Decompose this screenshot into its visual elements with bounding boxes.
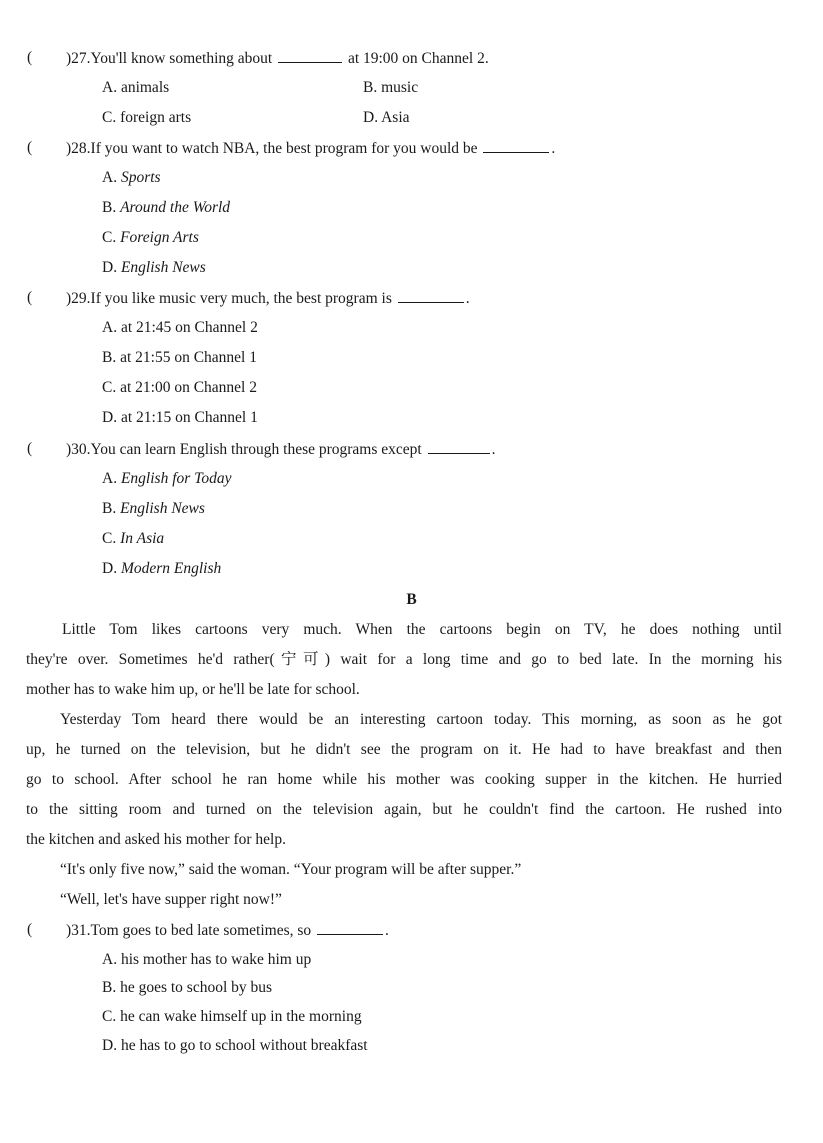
option-text: English News [120,500,205,517]
stem-before: If you want to watch NBA, the best program for you would be [90,140,478,157]
stem-before: Tom goes to bed late sometimes, so [90,922,312,939]
option-a[interactable]: A. animals [102,79,170,96]
option-b[interactable] [102,198,230,218]
option-b[interactable]: B. at 21:55 on Channel 1 [102,349,257,366]
option-a[interactable] [102,168,161,188]
answer-blank[interactable] [428,439,490,454]
answer-blank[interactable] [317,920,383,935]
option-d[interactable] [102,258,206,278]
option-letter: A. [102,169,118,186]
answer-paren[interactable]: ( [27,49,33,66]
stem-after: . [491,441,496,458]
question-stem [66,439,495,460]
passage-line: “Well, let's have supper right now!” [60,891,282,908]
option-text: English News [120,259,206,276]
answer-blank[interactable] [398,288,464,303]
passage-line: they're over. Sometimes he'd rather(宁可) wait for a long time and go to bed late. In the morning his [26,651,782,668]
question-stem [66,138,555,159]
option-d[interactable]: D. at 21:15 on Channel 1 [102,409,258,426]
option-letter: C. [102,530,117,547]
option-a[interactable]: A. at 21:45 on Channel 2 [102,319,258,336]
passage-line: “It's only five now,” said the woman. “Your program will be after supper.” [60,861,522,878]
option-c[interactable] [102,529,164,549]
passage-line: go to school. After school he ran home while his mother was cooking supper in the kitchen. He hurried [26,771,782,788]
question-number: )29. [66,290,91,307]
option-text: Sports [120,169,161,186]
option-b[interactable]: B. music [363,79,419,96]
option-text: Modern English [120,560,222,577]
question-number: )28. [66,140,91,157]
question-number: )31. [66,922,91,939]
answer-blank[interactable] [483,138,549,153]
answer-paren[interactable]: ( [27,289,33,306]
option-letter: D. [102,560,118,577]
passage-line: the kitchen and asked his mother for help. [26,831,286,848]
answer-blank[interactable] [278,48,342,63]
answer-paren[interactable]: ( [27,921,33,938]
option-letter: B. [102,199,117,216]
option-b[interactable]: B. he goes to school by bus [102,979,273,996]
question-stem [66,920,389,941]
passage-line: Yesterday Tom heard there would be an interesting cartoon today. This morning, as soon as he got [60,711,782,728]
question-number: )30. [66,441,91,458]
passage-line: to the sitting room and turned on the television again, but he couldn't find the cartoon. He rushed into [26,801,782,818]
answer-paren[interactable]: ( [27,139,33,156]
passage-line: Little Tom likes cartoons very much. When the cartoons begin on TV, he does nothing until [62,621,782,638]
stem-after: . [385,922,389,939]
option-c[interactable]: C. foreign arts [102,109,192,126]
option-b[interactable] [102,499,205,519]
option-letter: D. [102,259,118,276]
option-letter: A. [102,470,118,487]
option-c[interactable] [102,228,199,248]
stem-after: at 19:00 on Channel 2. [347,50,489,67]
option-a[interactable]: A. his mother has to wake him up [102,951,312,968]
option-d[interactable] [102,559,221,579]
passage-line: mother has to wake him up, or he'll be late for school. [26,681,360,698]
option-a[interactable] [102,469,231,489]
passage-line: up, he turned on the television, but he didn't see the program on it. He had to have breakfast and then [26,741,782,758]
section-heading: B [406,591,417,608]
option-letter: B. [102,500,117,517]
question-number: )27. [66,50,91,67]
option-text: In Asia [120,530,165,547]
stem-after: . [551,140,556,157]
question-stem [66,288,470,309]
option-c[interactable]: C. at 21:00 on Channel 2 [102,379,257,396]
answer-paren[interactable]: ( [27,440,33,457]
question-stem [66,48,489,69]
stem-before: You can learn English through these programs except [90,441,422,458]
option-d[interactable]: D. Asia [363,109,410,126]
stem-before: If you like music very much, the best program is [90,290,392,307]
option-c[interactable]: C. he can wake himself up in the morning [102,1008,362,1025]
stem-after: . [465,290,470,307]
stem-before: You'll know something about [90,50,273,67]
option-letter: C. [102,229,117,246]
option-text: Around the World [120,199,231,216]
option-text: Foreign Arts [120,229,199,246]
option-d[interactable]: D. he has to go to school without breakfast [102,1037,368,1054]
option-text: English for Today [120,470,232,487]
